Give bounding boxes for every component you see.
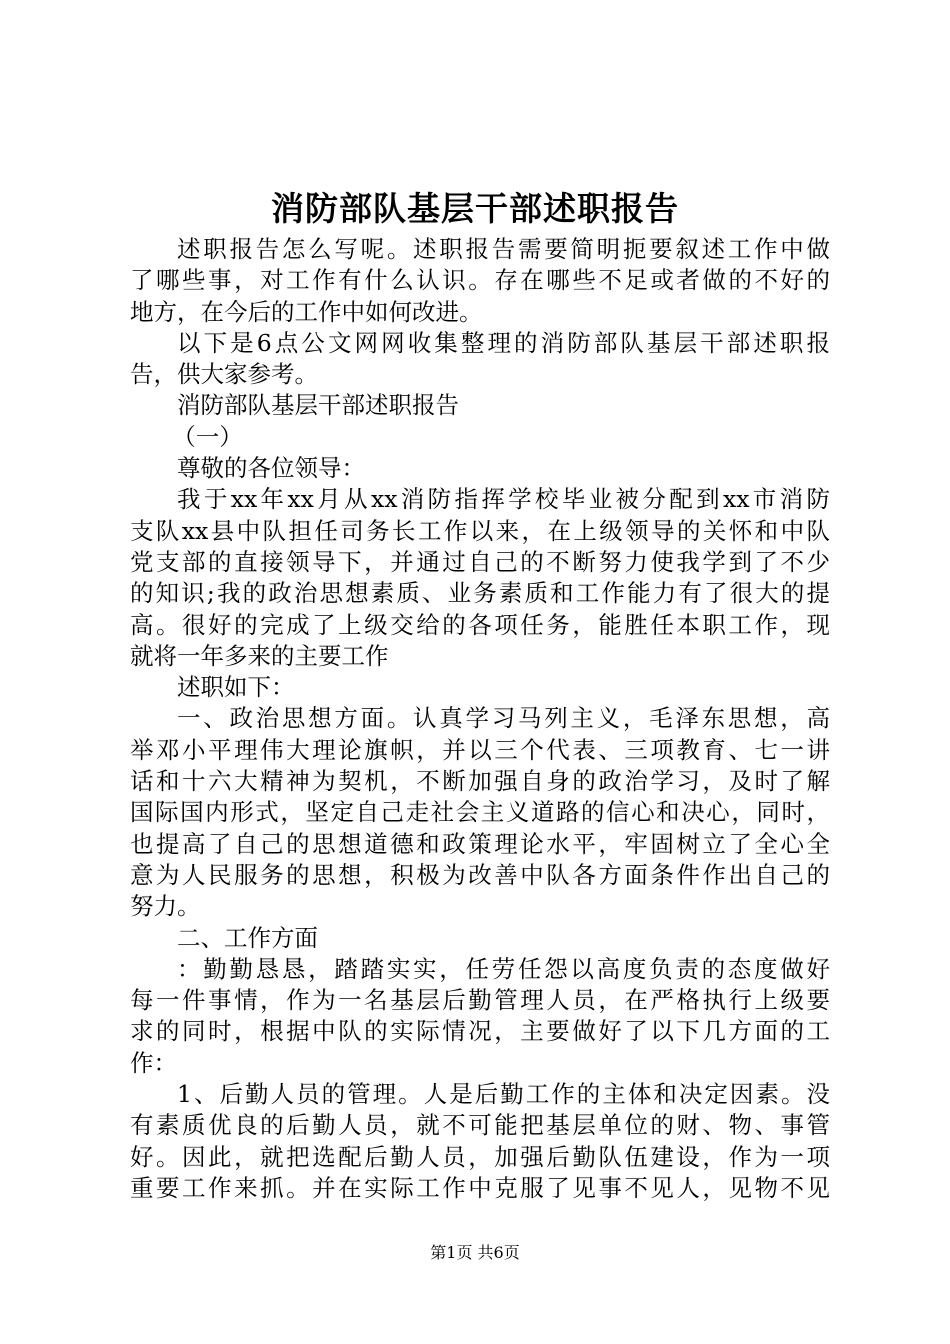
text-line: 述职如下： <box>177 673 295 702</box>
text-line: 也提高了自己的思想道德和政策理论水平，牢固树立了全心全 <box>130 829 830 858</box>
text-line: 高。很好的完成了上级交给的各项任务，能胜任本职工作，现 <box>130 610 830 639</box>
text-line: 1、后勤人员的管理。人是后勤工作的主体和决定因素。没 <box>177 1080 830 1109</box>
text-line: 意为人民服务的思想，积极为改善中队各方面条件作出自己的 <box>130 860 830 889</box>
text-line: 二、工作方面 <box>177 923 318 952</box>
text-line: 有素质优良的后勤人员，就不可能把基层单位的财、物、事管 <box>130 1111 830 1140</box>
text-line: 告，供大家参考。 <box>130 360 318 389</box>
text-line: 国际国内形式，坚定自己走社会主义道路的信心和决心，同时， <box>130 798 830 827</box>
text-line: 的知识;我的政治思想素质、业务素质和工作能力有了很大的提 <box>130 579 830 608</box>
page-footer: 第1页 共6页 <box>430 1243 520 1262</box>
document-title: 消防部队基层干部述职报告 <box>271 189 679 228</box>
text-line: ：勤勤恳恳，踏踏实实，任劳任怨以高度负责的态度做好 <box>177 954 830 983</box>
text-line: 党支部的直接领导下，并通过自己的不断努力使我学到了不少 <box>130 547 830 576</box>
text-line: 重要工作来抓。并在实际工作中克服了见事不见人，见物不见 <box>130 1173 830 1202</box>
text-line: 尊敬的各位领导： <box>177 454 365 483</box>
text-line: 好。因此，就把选配后勤人员，加强后勤队伍建设，作为一项 <box>130 1142 830 1171</box>
text-line: 了哪些事，对工作有什么认识。存在哪些不足或者做的不好的 <box>130 266 830 295</box>
text-line: 举邓小平理伟大理论旗帜，并以三个代表、三项教育、七一讲 <box>130 735 830 764</box>
text-line: 就将一年多来的主要工作 <box>130 641 389 670</box>
text-line: 求的同时，根据中队的实际情况，主要做好了以下几方面的工 <box>130 1017 830 1046</box>
text-line: 述职报告怎么写呢。述职报告需要简明扼要叙述工作中做 <box>177 235 830 263</box>
text-line: 地方，在今后的工作中如何改进。 <box>130 297 483 326</box>
text-line: 我于xx年xx月从xx消防指挥学校毕业被分配到xx市消防 <box>177 485 830 514</box>
text-line: 一、政治思想方面。认真学习马列主义，毛泽东思想，高 <box>177 704 830 733</box>
text-line: 消防部队基层干部述职报告 <box>177 391 459 420</box>
text-line: 支队xx县中队担任司务长工作以来，在上级领导的关怀和中队 <box>130 516 830 545</box>
text-line: 努力。 <box>130 892 201 921</box>
text-line: （一） <box>172 422 243 451</box>
text-line: 每一件事情，作为一名基层后勤管理人员，在严格执行上级要 <box>130 986 830 1015</box>
document-body <box>130 234 830 1204</box>
text-line: 作： <box>130 1048 177 1077</box>
text-line: 以下是6点公文网网收集整理的消防部队基层干部述职报 <box>177 328 830 357</box>
text-line: 话和十六大精神为契机，不断加强自身的政治学习，及时了解 <box>130 767 830 796</box>
